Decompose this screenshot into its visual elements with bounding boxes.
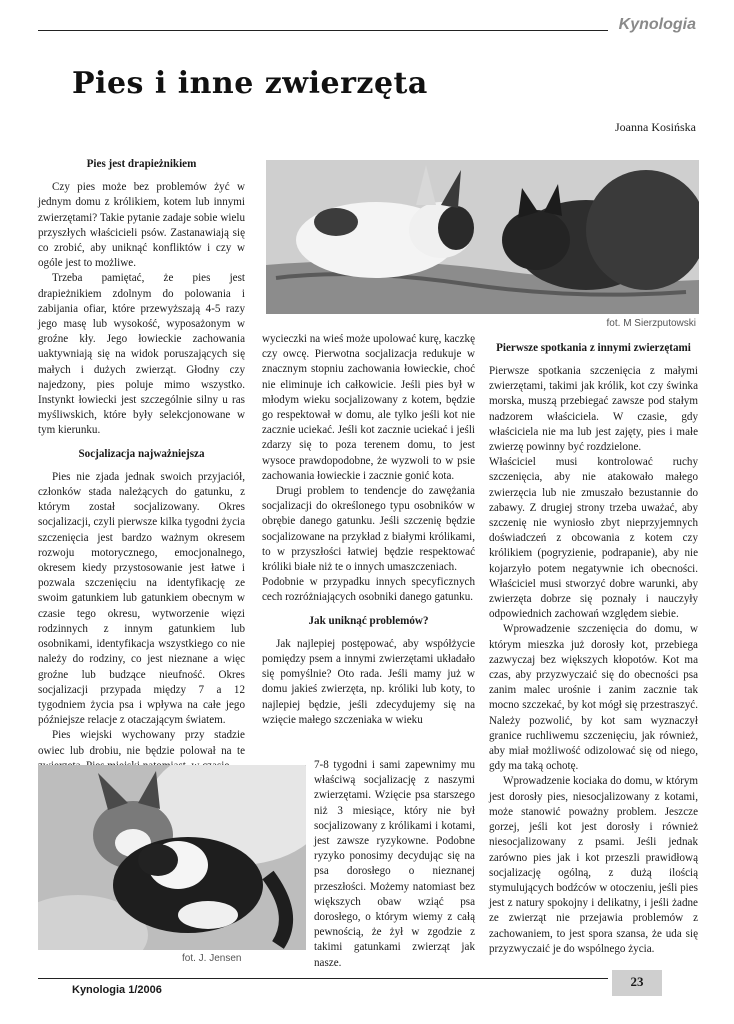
article-title: Pies i inne zwierzęta: [72, 66, 428, 101]
column-2-continued: [314, 758, 475, 971]
rabbit-cat-illustration: [266, 160, 699, 314]
dog-cat-illustration: [38, 765, 306, 950]
paragraph: Trzeba pamiętać, że pies jest drapieżnikiem zdolnym do polowania i zabijania ofiar, które przewyższają 4-5 razy jego masę lub wysokość, wyposażonym w groźne kły. Jego łowieckie zachowania uaktywniają się na widok poruszających się małych i dużych zwierząt. Głodny czy najedzony, pies poluje mimo wszystko. Instynkt łowiecki jest szczególnie silny u ras myśliwskich, które były selekcjonowane w tym kierunku.: [38, 272, 245, 437]
paragraph: Czy pies może bez problemów żyć w jednym domu z królikiem, kotem lub innymi zwierzętami? Takie pytanie zadaje sobie wielu przyszłych właścicieli psów. Zastanawiają się co zrobić, aby uniknąć konfliktów i czy w ogóle jest to możliwe.: [38, 181, 245, 270]
section-tag: Kynologia: [618, 16, 696, 33]
paragraph: Pierwsze spotkania szczenięcia z małymi zwierzętami, takimi jak królik, kot czy świnka morska, muszą przebiegać zawsze pod stałym nadzorem właściciela. W czasie, gdy właściciela nie ma lub jest zajęty, pies i małe zwierzę powinny być rozdzielone.: [489, 365, 698, 454]
photo-caption: fot. J. Jensen: [182, 953, 242, 964]
paragraph: wycieczki na wieś może upolować kurę, kaczkę czy owcę. Pierwotna socjalizacja redukuje w znacznym stopniu zachowania łowieckie, choć nie eliminuje ich całkowicie. Jeśli pies był w młodym wieku socjalizowany z kotem, będzie go respektował w domu, ale tylko jeśli kot nie zacznie uciekać. Jeśli kot zacznie uciekać i jeśli zdarzy się to poza terenem domu, to jest wysoce prawdopodobne, że wyzwoli to w psie zachowania łowieckie i zacznie gonić kota.: [262, 333, 475, 482]
paragraph: Wprowadzenie szczenięcia do domu, w którym mieszka już dorosły kot, przebiega zazwyczaj bez większych kłopotów. Kot ma czas, aby przyzwyczaić się do obecności psa zanim malec urośnie i zanim zacznie tak mocno szczekać, by kot mógł się przestraszyć. Należy pozwolić, by kot sam wyznaczył granice ruchliwemu szczenięciu, jak również, aby miał możliwość odizolować się od niego, gdy ma taką ochotę.: [489, 623, 698, 773]
footer-rule: [38, 978, 608, 979]
column-2: [262, 332, 475, 728]
paragraph: 7-8 tygodni i sami zapewnimy mu właściwą socjalizację z naszymi zwierzętami. Wzięcie psa starszego niż 3 miesiące, który nie był socjalizowany z królikami i kotami, jest zawsze ryzykowne. Podobne ryzyko ponosimy decydując się na psa dorosłego o nieznanej przeszłości. Możemy natomiast bez większych obaw wziąć psa dorosłego, o którym wiemy z całą pewnością, że żył w zgodzie z takimi gatunkami zwierząt jak nasze.: [314, 759, 475, 969]
photo-rabbit-and-cat: [266, 160, 699, 314]
paragraph: Wprowadzenie kociaka do domu, w którym jest dorosły pies, niesocjalizowany z kotami, może stanowić poważny problem. Jeszcze gorzej, jeśli kot jest dorosły i również niesocjalizowany z psami. Jeśli jednak zarówno pies jak i kot przeszli prawidłową socjalizację ogólną, z dużą ilością stymulujących bodźców w otoczeniu, jeśli pies jest z natury spokojny i delikatny, i jeśli żadne ze zwierząt nie przejawia problemów z zachowaniem, to jest spora szansa, że uda się przyzwyczaić je do wspólnego życia.: [489, 775, 698, 955]
column-3: [489, 364, 698, 957]
subheading: Pies jest drapieżnikiem: [86, 158, 197, 170]
subheading: Pierwsze spotkania z innymi zwierzętami: [496, 342, 691, 354]
page-number: 23: [630, 974, 644, 989]
photo-caption: fot. M Sierzputowski: [606, 318, 696, 329]
footer-magazine: Kynologia 1/2006: [72, 984, 162, 996]
subheading: Jak uniknąć problemów?: [308, 614, 429, 627]
paragraph: Pies nie zjada jednak swoich przyjaciół, członków stada należących do gatunku, z którym został socjalizowany. Okres socjalizacji, czyli pierwsze kilka tygodni życia szczenięcia jest bardzo ważnym okresem rozwoju motorycznego, emocjonalnego, okresem kiedy przystosowanie jest łatwe i pozwala szczenięciu na identyfikację ze swoim gatunkiem lub gatunkiem obecnym w czasie tego okresu, wytworzenie więzi rodzinnych z innym gatunkiem lub osobnikami, identyfikacja wszystkiego co nie należy do rodziny, co jest nieznane a więc groźne lub budzące nieufność. Okres socjalizacji przypada między 7 a 12 tygodniem życia psa i wpływa na całe jego późniejsze relacje z otaczającym światem.: [38, 470, 246, 727]
paragraph: Pies wiejski wychowany przy stadzie owiec lub drobiu, nie będzie polował na te: [38, 729, 245, 757]
paragraph: Właściciel musi kontrolować ruchy szczenięcia, aby nie atakowało małego zwierzęcia lub nie zmuszało bezustannie do zabawy. Z drugiej strony trzeba uważać, aby szczenię nie wyniosło zbyt nieprzyjemnych doświadczeń z obcowania z kotem czy królikiem (pogryzienie, podrapanie), aby nie kojarzyło potem negatywnie ich obecności. Właściciel musi stworzyć dobre warunki, aby zwierzęta dobrze się poznały i nauczyły odpowiednich zachowań względem siebie.: [489, 456, 698, 621]
column-1: [38, 157, 245, 774]
article-author: Joanna Kosińska: [615, 120, 696, 134]
photo-dog-and-cat: [38, 765, 306, 950]
paragraph: Jak najlepiej postępować, aby współżycie pomiędzy psem a innymi zwierzętami układało się pomyślnie? Oto rada. Jeśli mamy już w domu jakieś zwierzęta, np. króliki lub koty, to najlepiej będzie, jeśli zdecydujemy się na wzięcie małego szczeniaka w wieku: [262, 637, 475, 726]
subheading: Socjalizacja najważniejsza: [78, 447, 205, 460]
paragraph: Podobnie w przypadku innych specyficznych cech rozróżniających osobniki danego gatunku.: [262, 576, 475, 604]
paragraph: Drugi problem to tendencje do zawężania socjalizacji do określonego typu osobników w obrębie danego gatunku. Jeśli szczenię będzie socjalizowane na przykład z białymi królikami, to w przyszłości łatwiej będzie respektować króliki białe niż te o innych umaszczeniach.: [262, 485, 475, 574]
header-rule: [38, 30, 608, 31]
